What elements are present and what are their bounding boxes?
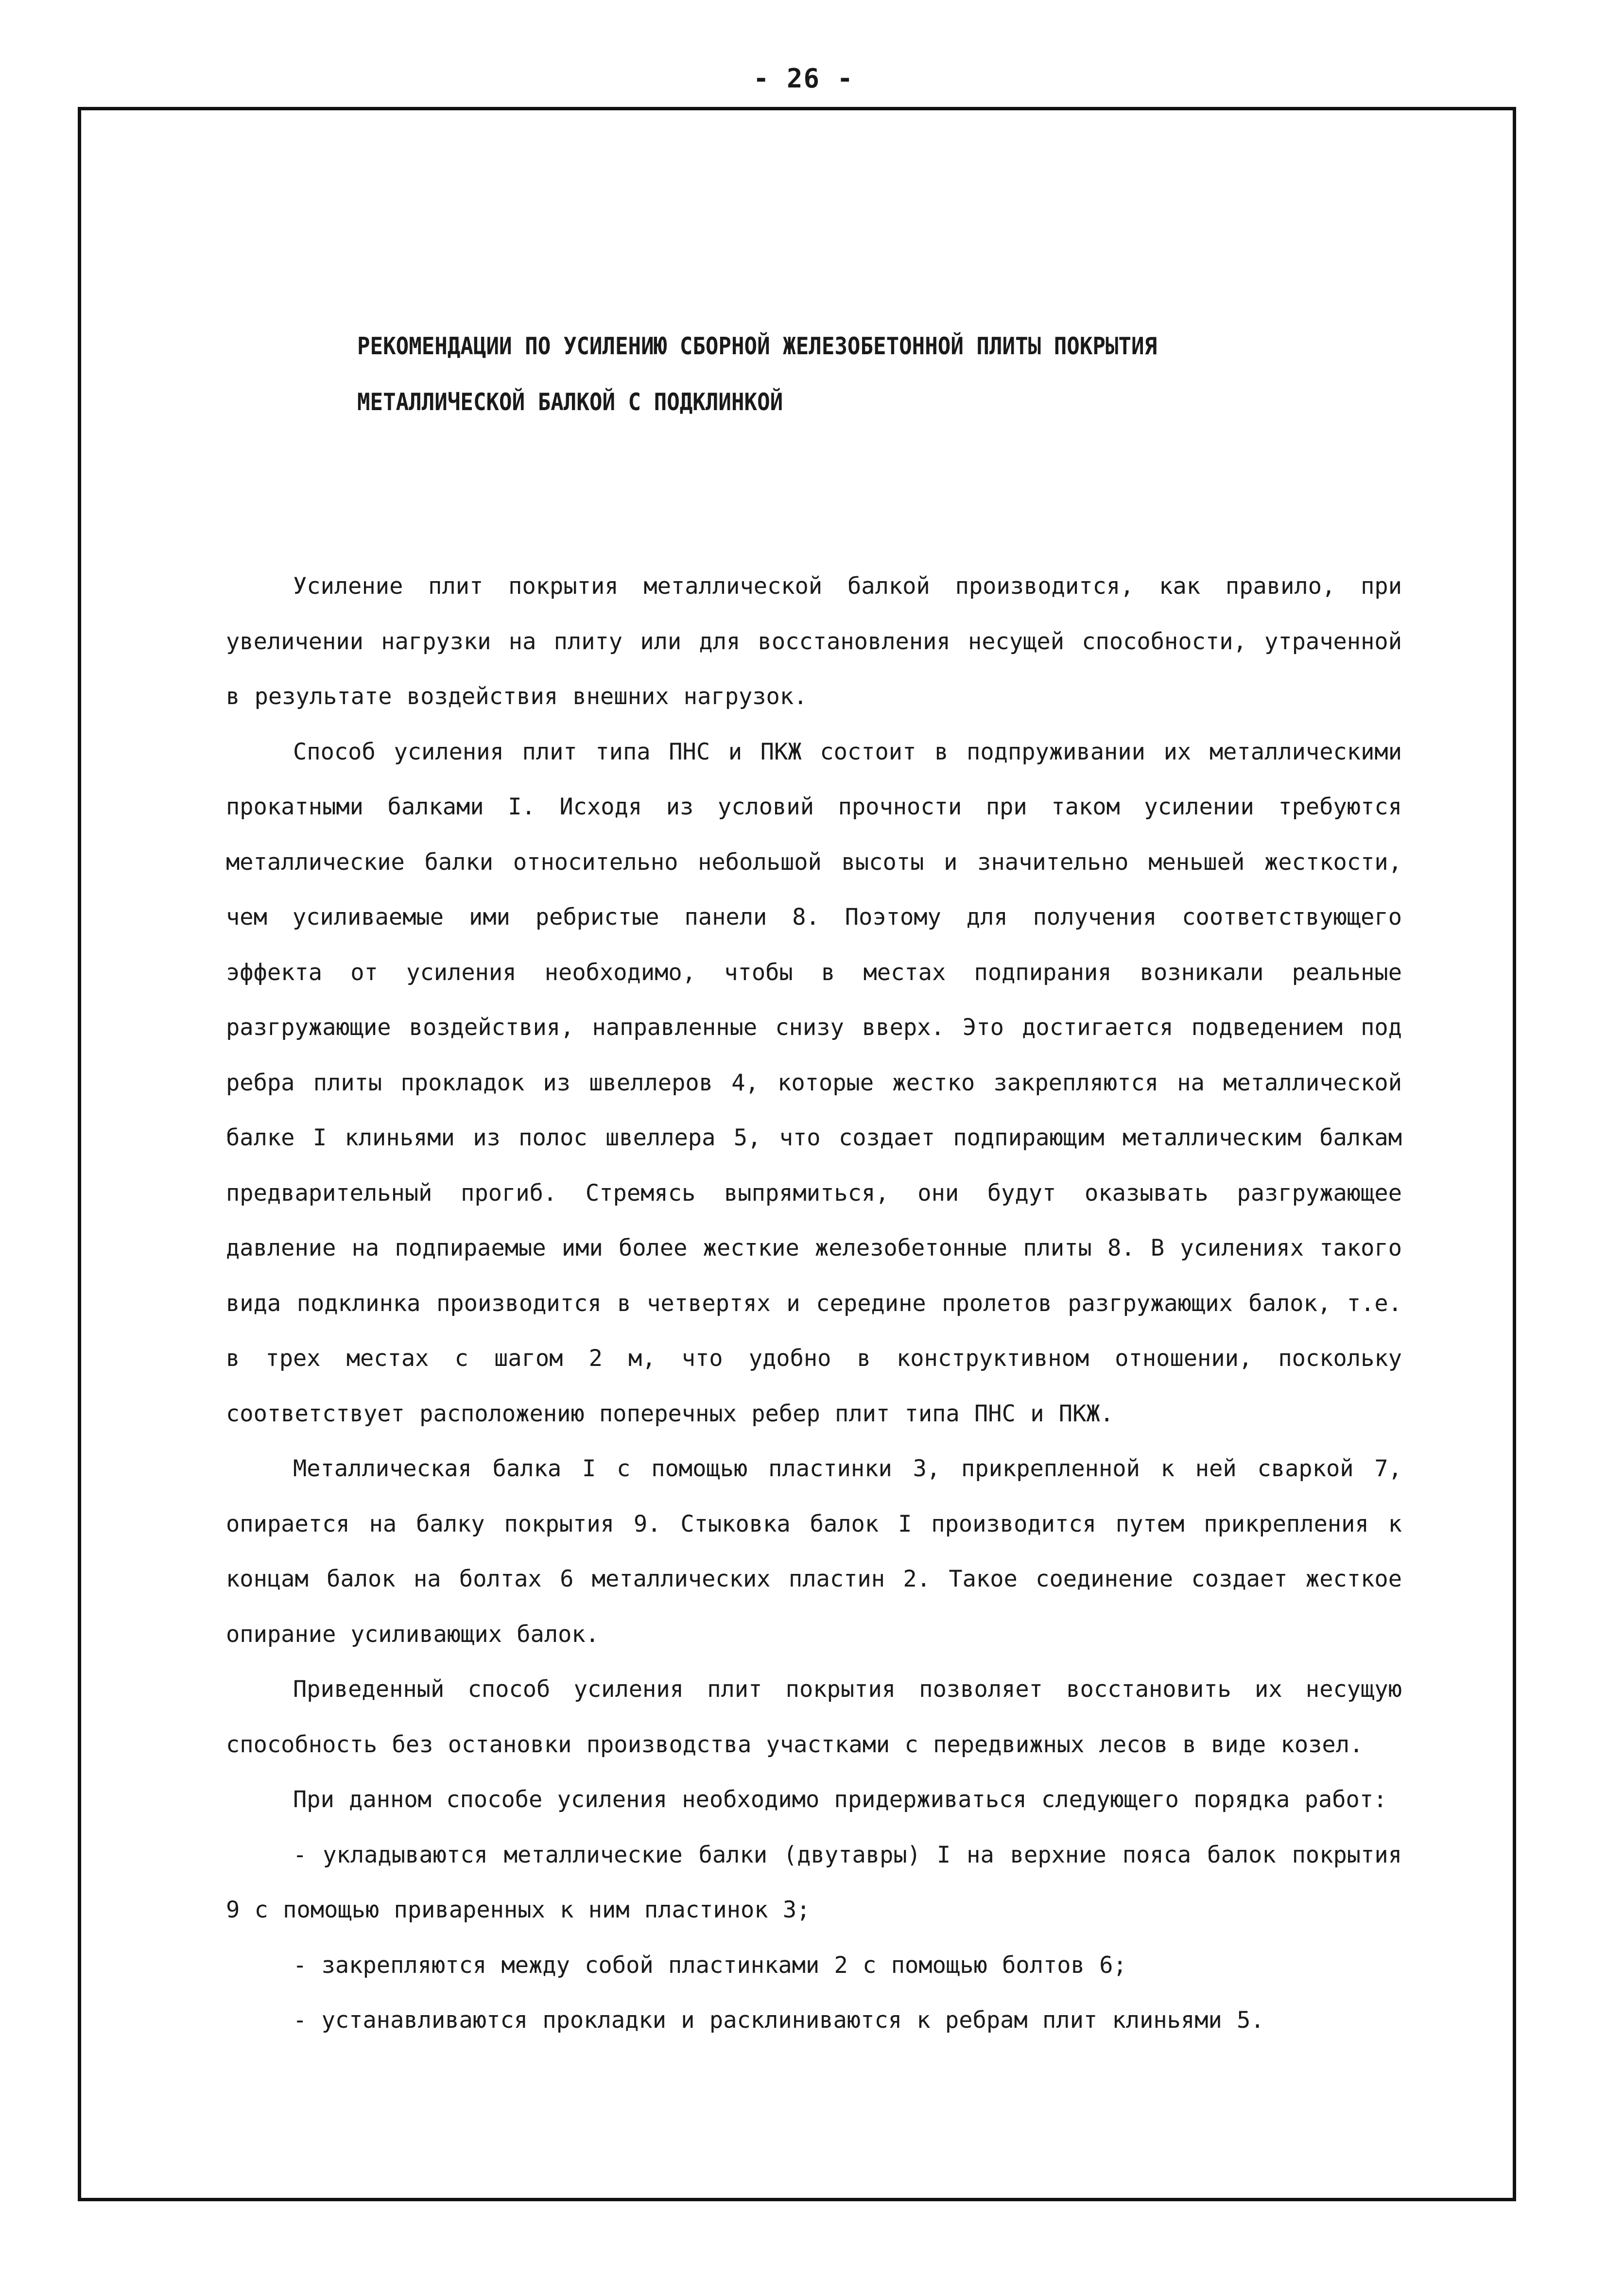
list-item: - закрепляются между собой пластинками 2 с помощью болтов 6; bbox=[293, 1951, 1127, 1979]
title-line-2: МЕТАЛЛИЧЕСКОЙ БАЛКОЙ С ПОДКЛИНКОЙ bbox=[357, 388, 783, 416]
page-number: - 26 - bbox=[753, 63, 854, 94]
document-body bbox=[226, 559, 1402, 2048]
list-item: - устанавливаются прокладки и расклиниваются к ребрам плит клиньями 5. bbox=[293, 2007, 1264, 2034]
paragraph-beam: Металлическая балка I с помощью пластинки 3, прикрепленной к ней сваркой 7, опирается на балку покрытия 9. Стыковка балок I производится путем прикрепления к концам балок на болтах 6 металлических пластин 2. Такое соединение создает жесткое опирание усиливающих балок. bbox=[226, 1455, 1402, 1648]
paragraph-intro: Усиление плит покрытия металлической балкой производится, как правило, при увеличении нагрузки на плиту или для восстановления несущей способности, утраченной в результате воздействия внешних нагрузок. bbox=[226, 573, 1402, 710]
list-item: - укладываются металлические балки (двутавры) I на верхние пояса балок покрытия 9 с помощью приваренных к ним пластинок 3; bbox=[226, 1841, 1402, 1923]
title-line-1: РЕКОМЕНДАЦИИ ПО УСИЛЕНИЮ СБОРНОЙ ЖЕЛЕЗОБЕТОННОЙ ПЛИТЫ ПОКРЫТИЯ bbox=[357, 332, 1158, 360]
paragraph-method: Способ усиления плит типа ПНС и ПКЖ состоит в подпруживании их металлическими прокатными балками I. Исходя из условий прочности при таком усилении требуются металлические балки относительно небольшой высоты и значительно меньшей жесткости, чем усиливаемые ими ребристые панели 8. Поэтому для получения соответствующего эффекта от усиления необходимо, чтобы в местах подпирания возникали реальные разгружающие воздействия, направленные снизу вверх. Это достигается подведением под ребра плиты прокладок из швеллеров 4, которые жестко закрепляются на металлической балке I клиньями из полос швеллера 5, что создает подпирающим металлическим балкам предварительный прогиб. Стремясь выпрямиться, они будут оказывать разгружающее давление на подпираемые ими более жесткие железобетонные плиты 8. В усилениях такого вида подклинка производится в четвертях и середине пролетов разгружающих балок, т.е. в трех местах с шагом 2 м, что удобно в конструктивном отношении, поскольку соответствует расположению поперечных ребер плит типа ПНС и ПКЖ. bbox=[226, 738, 1402, 1427]
paragraph-advantage: Приведенный способ усиления плит покрытия позволяет восстановить их несущую способность без остановки производства участками с передвижных лесов в виде козел. bbox=[226, 1676, 1402, 1758]
paragraph-order: При данном способе усиления необходимо придерживаться следующего порядка работ: bbox=[293, 1786, 1387, 1813]
document-title bbox=[357, 318, 1319, 430]
